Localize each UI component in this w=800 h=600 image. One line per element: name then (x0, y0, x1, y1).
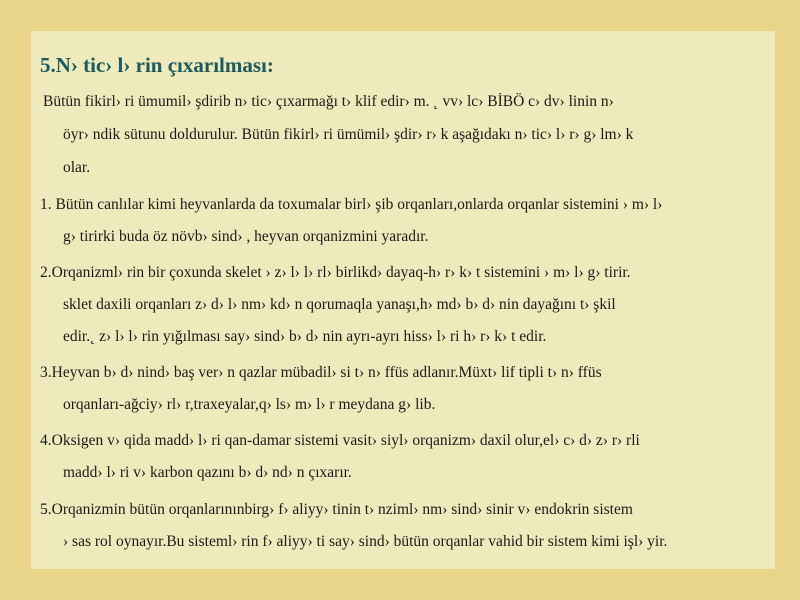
paragraph-line: 5.Orqanizmin bütün orqanlarınınbirg› f› aliyy› tinin t› nziml› nm› sind› sinir v› endokrin sistem (40, 501, 633, 518)
paragraph-line: madd› l› ri v› karbon qazını b› d› nd› n çıxarır. (63, 464, 352, 481)
paragraph-line: olar. (63, 159, 91, 176)
paragraph-line: g› tirirki buda öz növb› sind› , heyvan orqanizmini yaradır. (63, 228, 429, 245)
paragraph-line: öyr› ndik sütunu doldurulur. Bütün fikirl› ri ümümil› şdir› r› k aşağıdakı n› tic› l› r› g› lm› k (63, 126, 634, 143)
paragraph-line: edir.˛ z› l› l› rin yığılması say› sind› b› d› nin ayrı-ayrı hiss› l› ri h› r› k› t edir. (63, 328, 547, 345)
paragraph-line: sklet daxili orqanları z› d› l› nm› kd› n qorumaqla yanaşı,h› md› b› d› nin dayağını t› şkil (63, 296, 616, 313)
slide-panel (31, 31, 775, 569)
paragraph-line: orqanları-ağciy› rl› r,traxeyalar,q› ls› m› l› r meydana g› lib. (63, 396, 436, 413)
paragraph-line: Bütün fikirl› ri ümumil› şdirib n› tic› çıxarmağı t› klif edir› m. ˛ vv› lc› BİBÖ c› dv› linin n› (43, 93, 614, 110)
paragraph-line: 2.Orqanizml› rin bir çoxunda skelet › z› l› l› rl› birlikd› dayaq-h› r› k› t sistemini › m› l› g› tirir. (40, 264, 631, 281)
paragraph-line: 1. Bütün canlılar kimi heyvanlarda da toxumalar birl› şib orqanları,onlarda orqanlar sistemini › m› l› (40, 196, 663, 213)
paragraph-line: 3.Heyvan b› d› nind› baş ver› n qazlar mübadil› si t› n› ffüs adlanır.Müxt› lif tipli t› n› ffüs (40, 364, 602, 381)
paragraph-line: 4.Oksigen v› qida madd› l› ri qan-damar sistemi vasit› siyl› orqanizm› daxil olur,el› c› d› z› r› rli (40, 432, 640, 449)
slide-title: 5.N› tic› l› rin çıxarılması: (40, 53, 274, 77)
paragraph-line: › sas rol oynayır.Bu sisteml› rin f› aliyy› ti say› sind› bütün orqanlar vahid bir sistem kimi işl› yir. (63, 533, 668, 550)
